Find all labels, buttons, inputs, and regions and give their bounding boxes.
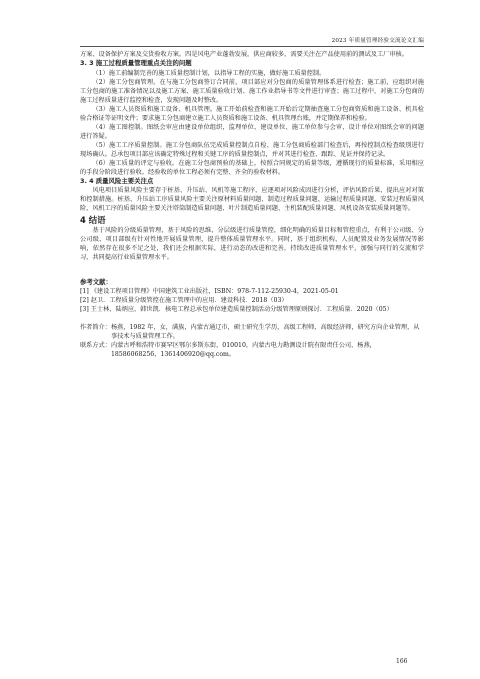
paragraph-intro: 方案、设备保护方案及交货验收方案。四是风电产业蓬勃发展，供应商较多，需要关注在产品使用前的测试及工厂审核。	[80, 51, 408, 58]
page-content	[80, 50, 424, 359]
paragraph-3-3-5: （5）施工工序质量控制。施工分包商队伍完成质量控制点自检、施工分包商质检部门检查后，再按控制点检查级别进行现场确认。总承包项目部应该确定特殊过程和关键工序的质量控制点，并对其进行检查、跟踪、见证并保持记录。	[80, 141, 424, 158]
contact-info	[80, 341, 424, 359]
paragraph-3-3-1: （1）施工前编制完善的施工质量控制计划，以指导工程的实施，做好施工质量控制。	[92, 69, 326, 77]
reference-item: [1] 《建设工程项目管理》中国建筑工业出版社，ISBN：978-7-112-25930-4，2021-05-01	[80, 288, 339, 296]
section-heading-4: 4 结语	[80, 215, 106, 226]
paragraph-3-4: 风电项目质量风险主要存于桩基、升压站、风机等施工程序，应逐项对风险成因进行分析，评估风险后果，提出应对对策和控制措施。桩基、升压站工序质量风险主要关注原材料质量问题、制造过程质量问题、运输过程质量问题、安装过程质量风险，风机工序的质量风险主要关注塔筒制造质量问题、叶片制造质量问题、主机装配质量问题、风机设备安装质量问题等。	[80, 187, 424, 213]
paragraph-3-3-6: （6）施工质量的评定与验收。在施工分包商预验的基础上，按照合同规定的质量等级，遵循现行的质量标准，采用相应的手段分阶段进行验收。经验收的单位工程必须有完整、齐全的验收材料。	[80, 159, 424, 176]
header-title: 2023 年质量管理经验交流论文汇编	[331, 38, 424, 44]
contact-label: 联系方式：	[80, 342, 111, 350]
paragraph-3-3-4: （4）施工图控制。图纸会审应由建设单位组织，监理单位、建设单位、施工单位参与会审，设计单位对图纸会审的问题进行答疑。	[80, 123, 424, 140]
reference-item: [2] 赵卫．工程质量分级管控在施工管理中的应用．建设科技．2018（03）	[80, 297, 288, 305]
references-title: 参考文献：	[80, 278, 112, 287]
author-label: 作者简介：	[80, 324, 111, 332]
reference-item: [3] 王士林，陆炳应，韩世凯．核电工程总承包单位建造质量控制活动分级管理原则探讨．工程质量．2020（05）	[80, 306, 393, 314]
paragraph-3-3-2: （2）施工分包商管理。在与施工分包商签订合同前，项目部应对分包商的质量管理体系进行检查；施工前，应组织对施工分包商的施工准备情况以及施工方案、施工质量验收计划、施工作业指导书等文件进行审查；施工过程中，对施工分包商的施工过程质量进行监控和检查，发现问题及时整改。	[80, 78, 424, 104]
author-text: 杨燕，1982 年，女，满族，内蒙古通辽市，硕士研究生学历，高级工程师，高级经济师，研究方向企业管理，从事技术与质量管理工作。	[110, 324, 420, 341]
running-header	[80, 12, 424, 47]
author-bio	[80, 323, 424, 359]
paragraph-3-3-3: （3）施工人员资质和施工设备、机具管理。施工开始前检查和施工开始后定期抽查施工分包商资质和施工设备、机具检验合格证等证明文件；要求施工分包商建立施工人员资质和施工设备、机具管理台账，并定期保养和检验。	[80, 105, 424, 122]
author-intro	[80, 323, 424, 341]
section-heading-3-3: 3. 3 施工过程质量管理重点关注的问题	[80, 59, 192, 67]
page-number: 166	[396, 658, 408, 665]
contact-text: 内蒙古呼和浩特市赛罕区鄂尔多斯东街，010010，内蒙古电力勘测设计院有限责任公司，杨燕，18586068256，1361406920@qq.com。	[110, 342, 376, 359]
paragraph-4: 基于风险的分级质量管理，基于风险的思维，分层级进行质量管控，细化明确的质量目标和管控重点，有利于公司级、分公司级、项目部级有针对性地开展质量管理，提升整体质量管理水平。同时，基于组织机构、人员配置及业务发展情况等影响，依然存在很多不足之处，我们还会根据实际，进行动态的改进和完善，持续改进质量管理水平，加强与同行的交流和学习，共同提高行业质量管理水平。	[80, 227, 424, 262]
section-heading-3-4: 3. 4 质量风险主要关注点	[80, 176, 154, 185]
